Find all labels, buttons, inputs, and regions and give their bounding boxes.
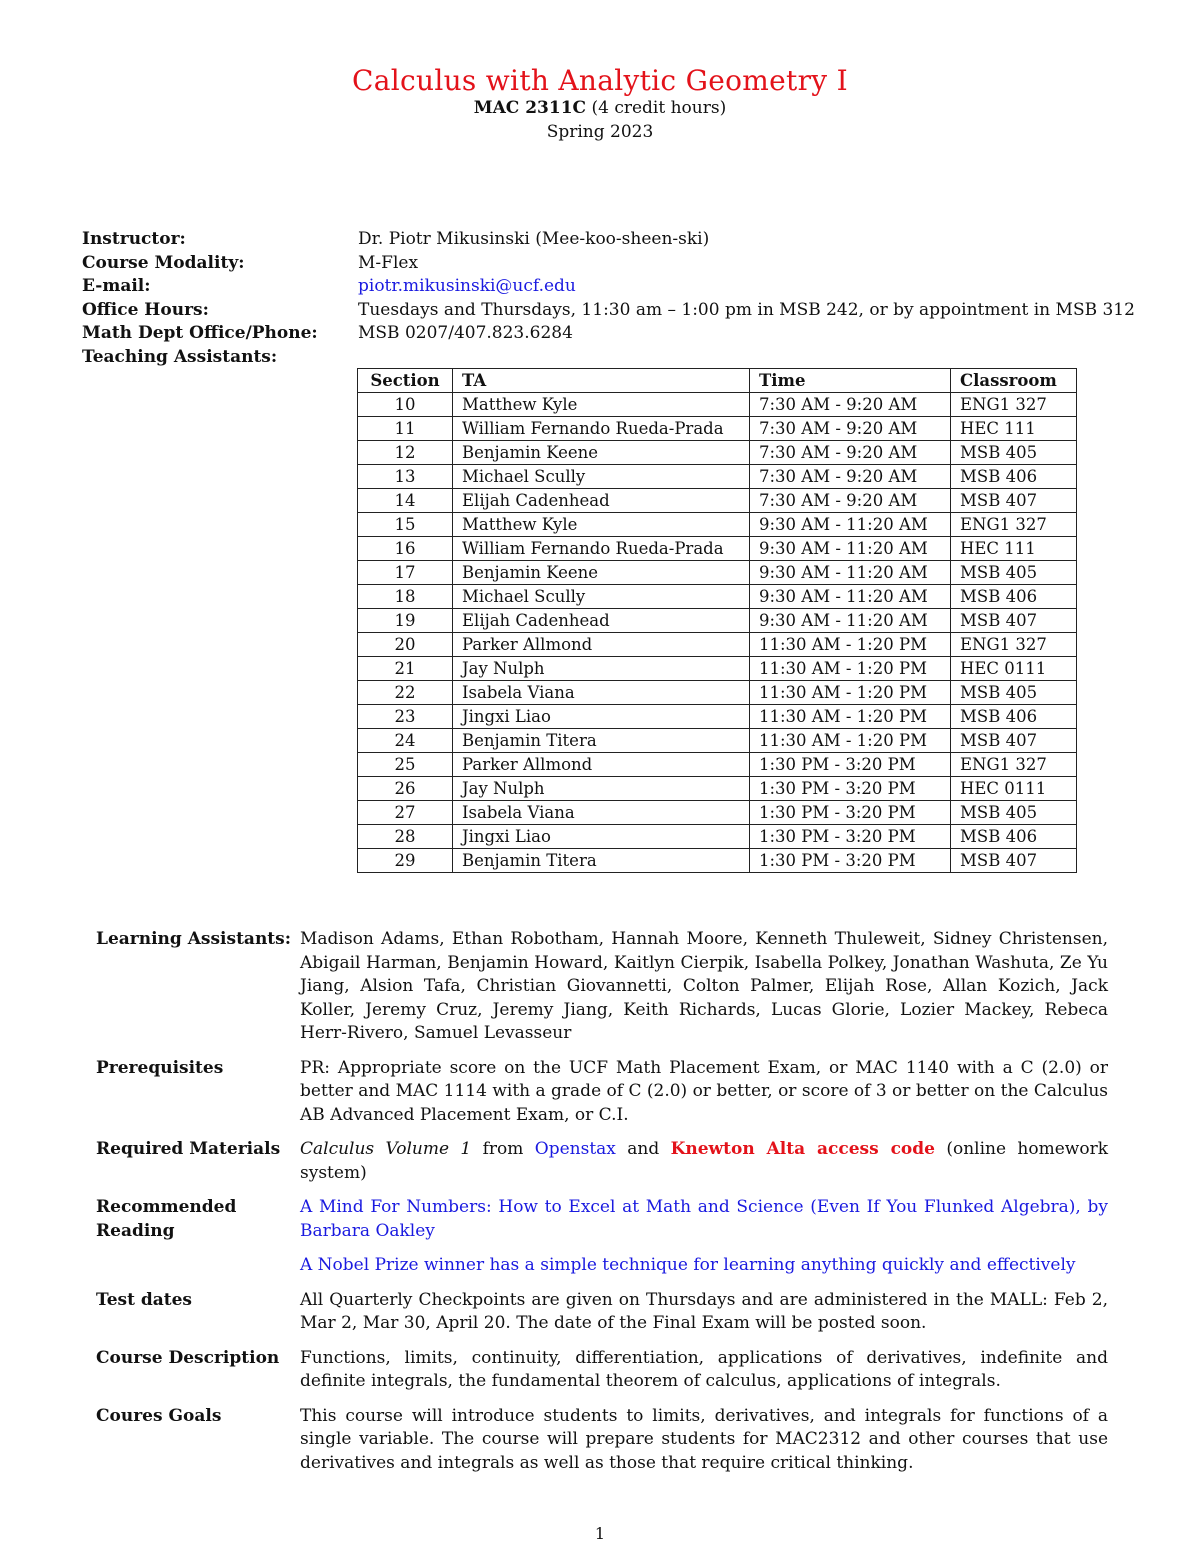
cell-section: 27 [358, 801, 453, 825]
cell-section: 15 [358, 513, 453, 537]
course-subtitle [0, 98, 1200, 118]
textbook-title: Calculus Volume 1 [300, 1139, 472, 1159]
table-row [358, 753, 1077, 777]
goals-label: Coures Goals [96, 1405, 222, 1426]
ta-label: Teaching Assistants: [82, 346, 278, 367]
cell-section: 24 [358, 729, 453, 753]
cell-classroom: HEC 0111 [951, 657, 1077, 681]
description-row [96, 1347, 1108, 1394]
email-link[interactable]: piotr.mikusinski@ucf.edu [358, 276, 576, 296]
reading-link-book[interactable]: A Mind For Numbers: How to Excel at Math and Science (Even If You Flunked Algebra), by Barbara Oakley [300, 1197, 1108, 1241]
cell-classroom: MSB 407 [951, 609, 1077, 633]
table-row [358, 561, 1077, 585]
cell-time: 9:30 AM - 11:20 AM [750, 561, 951, 585]
course-code: MAC 2311C [473, 98, 587, 118]
prerequisites-label: Prerequisites [96, 1057, 224, 1078]
cell-section: 22 [358, 681, 453, 705]
ta-table-body [358, 393, 1077, 873]
credit-hours: (4 credit hours) [591, 98, 727, 118]
cell-time: 9:30 AM - 11:20 AM [750, 585, 951, 609]
table-row [358, 441, 1077, 465]
cell-classroom: MSB 405 [951, 441, 1077, 465]
dept-value: MSB 0207/407.823.6284 [358, 323, 573, 343]
header-ta: TA [453, 369, 750, 393]
materials-from: from [482, 1139, 524, 1159]
cell-section: 14 [358, 489, 453, 513]
cell-classroom: ENG1 327 [951, 633, 1077, 657]
cell-classroom: MSB 407 [951, 849, 1077, 873]
cell-section: 25 [358, 753, 453, 777]
cell-section: 20 [358, 633, 453, 657]
course-details [96, 928, 1108, 1486]
cell-classroom: HEC 111 [951, 417, 1077, 441]
cell-ta: Isabela Viana [453, 801, 750, 825]
header-time: Time [750, 369, 951, 393]
prerequisites-row [96, 1057, 1108, 1128]
cell-classroom: MSB 406 [951, 465, 1077, 489]
cell-section: 10 [358, 393, 453, 417]
cell-time: 7:30 AM - 9:20 AM [750, 465, 951, 489]
cell-time: 11:30 AM - 1:20 PM [750, 633, 951, 657]
cell-ta: Benjamin Titera [453, 849, 750, 873]
cell-section: 17 [358, 561, 453, 585]
dept-label: Math Dept Office/Phone: [82, 323, 318, 343]
cell-section: 21 [358, 657, 453, 681]
table-row [358, 489, 1077, 513]
cell-ta: William Fernando Rueda-Prada [453, 537, 750, 561]
cell-time: 1:30 PM - 3:20 PM [750, 825, 951, 849]
test-dates-text: All Quarterly Checkpoints are given on Thursdays and are administered in the MALL: Feb 2, Mar 2, Mar 30, April 20. The date of the Final Exam will be posted soon. [300, 1289, 1108, 1333]
cell-ta: Benjamin Keene [453, 441, 750, 465]
cell-classroom: MSB 406 [951, 705, 1077, 729]
table-row [358, 633, 1077, 657]
cell-ta: Isabela Viana [453, 681, 750, 705]
cell-section: 16 [358, 537, 453, 561]
reading-row [96, 1196, 1108, 1278]
cell-ta: Elijah Cadenhead [453, 609, 750, 633]
ta-table-header [358, 369, 1077, 393]
cell-section: 29 [358, 849, 453, 873]
cell-section: 19 [358, 609, 453, 633]
openstax-link[interactable]: Openstax [534, 1139, 616, 1159]
table-row [358, 513, 1077, 537]
email-label: E-mail: [82, 276, 151, 296]
table-row [358, 465, 1077, 489]
cell-time: 9:30 AM - 11:20 AM [750, 513, 951, 537]
cell-classroom: ENG1 327 [951, 393, 1077, 417]
cell-ta: Michael Scully [453, 585, 750, 609]
table-row [358, 537, 1077, 561]
header-section: Section [358, 369, 453, 393]
cell-ta: William Fernando Rueda-Prada [453, 417, 750, 441]
table-row [358, 681, 1077, 705]
cell-classroom: MSB 405 [951, 561, 1077, 585]
cell-ta: Benjamin Titera [453, 729, 750, 753]
cell-classroom: MSB 407 [951, 729, 1077, 753]
learning-assistants-text: Madison Adams, Ethan Robotham, Hannah Moore, Kenneth Thuleweit, Sidney Christensen, Abigail Harman, Benjamin Howard, Kaitlyn Cierpik, Isabella Polkey, Jonathan Washuta, Ze Yu Jiang, Alsion Tafa, Christian Giovannetti, Colton Palmer, Elijah Rose, Allan Kozich, Jack Koller, Jeremy Cruz, Jeremy Jiang, Keith Richards, Lucas Glorie, Lozier Mackey, Rebeca Herr-Rivero, Samuel Levasseur [300, 929, 1108, 1043]
cell-ta: Jay Nulph [453, 777, 750, 801]
cell-section: 28 [358, 825, 453, 849]
cell-ta: Benjamin Keene [453, 561, 750, 585]
instructor-label: Instructor: [82, 229, 186, 249]
modality-value: M-Flex [358, 252, 419, 273]
cell-section: 12 [358, 441, 453, 465]
cell-classroom: ENG1 327 [951, 513, 1077, 537]
cell-classroom: HEC 0111 [951, 777, 1077, 801]
cell-section: 11 [358, 417, 453, 441]
description-text: Functions, limits, continuity, differentiation, applications of derivatives, indefinite and definite integrals, the fundamental theorem of calculus, applications of integrals. [300, 1347, 1108, 1391]
table-row [358, 705, 1077, 729]
cell-time: 1:30 PM - 3:20 PM [750, 849, 951, 873]
instructor-value: Dr. Piotr Mikusinski (Mee-koo-sheen-ski) [358, 229, 710, 249]
prerequisites-text: PR: Appropriate score on the UCF Math Placement Exam, or MAC 1140 with a C (2.0) or better and MAC 1114 with a grade of C (2.0) or better, or score of 3 or better on the Calculus AB Advanced Placement Exam, or C.I. [300, 1057, 1109, 1125]
cell-ta: Matthew Kyle [453, 393, 750, 417]
instructor-row [82, 228, 1162, 252]
materials-and: and [627, 1139, 660, 1159]
cell-ta: Parker Allmond [453, 753, 750, 777]
materials-text [300, 1138, 1108, 1185]
cell-ta: Michael Scully [453, 465, 750, 489]
ta-table [357, 368, 1077, 873]
knewton-link[interactable]: Knewton Alta access code [670, 1139, 935, 1159]
learning-assistants-row [96, 928, 1108, 1046]
table-row [358, 657, 1077, 681]
cell-classroom: MSB 406 [951, 825, 1077, 849]
table-row [358, 825, 1077, 849]
office-hours-value: Tuesdays and Thursdays, 11:30 am – 1:00 pm in MSB 242, or by appointment in MSB 312 [358, 299, 1135, 320]
cell-time: 7:30 AM - 9:20 AM [750, 393, 951, 417]
ta-row [82, 346, 1162, 370]
office-hours-row [82, 299, 1162, 323]
table-row [358, 585, 1077, 609]
reading-list [300, 1196, 1108, 1278]
cell-time: 11:30 AM - 1:20 PM [750, 729, 951, 753]
cell-ta: Elijah Cadenhead [453, 489, 750, 513]
cell-time: 7:30 AM - 9:20 AM [750, 441, 951, 465]
cell-section: 26 [358, 777, 453, 801]
cell-ta: Jay Nulph [453, 657, 750, 681]
cell-time: 9:30 AM - 11:20 AM [750, 537, 951, 561]
dept-row [82, 322, 1162, 346]
cell-classroom: ENG1 327 [951, 753, 1077, 777]
cell-time: 9:30 AM - 11:20 AM [750, 609, 951, 633]
cell-classroom: MSB 407 [951, 489, 1077, 513]
cell-ta: Parker Allmond [453, 633, 750, 657]
materials-row [96, 1138, 1108, 1185]
materials-label: Required Materials [96, 1139, 281, 1159]
cell-ta: Jingxi Liao [453, 825, 750, 849]
goals-text: This course will introduce students to limits, derivatives, and integrals for functions of a single variable. The course will prepare students for MAC2312 and other courses that use derivatives and integrals as well as those that require critical thinking. [300, 1405, 1108, 1473]
table-row [358, 801, 1077, 825]
cell-time: 7:30 AM - 9:20 AM [750, 489, 951, 513]
cell-classroom: MSB 405 [951, 801, 1077, 825]
cell-classroom: MSB 406 [951, 585, 1077, 609]
reading-label: Recommended Reading [96, 1197, 237, 1241]
cell-time: 1:30 PM - 3:20 PM [750, 777, 951, 801]
email-row [82, 275, 1162, 299]
modality-row [82, 252, 1162, 276]
cell-classroom: HEC 111 [951, 537, 1077, 561]
course-title: Calculus with Analytic Geometry I [352, 64, 848, 97]
table-row [358, 729, 1077, 753]
materials-tail: (online homework system) [300, 1139, 1108, 1183]
cell-time: 11:30 AM - 1:20 PM [750, 705, 951, 729]
cell-section: 23 [358, 705, 453, 729]
test-dates-label: Test dates [96, 1289, 192, 1310]
instructor-info [82, 228, 1162, 369]
table-row [358, 393, 1077, 417]
cell-time: 11:30 AM - 1:20 PM [750, 681, 951, 705]
cell-ta: Jingxi Liao [453, 705, 750, 729]
modality-label: Course Modality: [82, 252, 245, 273]
test-dates-row [96, 1289, 1108, 1336]
cell-time: 7:30 AM - 9:20 AM [750, 417, 951, 441]
cell-ta: Matthew Kyle [453, 513, 750, 537]
table-row [358, 609, 1077, 633]
office-hours-label: Office Hours: [82, 299, 209, 320]
description-label: Course Description [96, 1347, 280, 1368]
page-number: 1 [594, 1524, 606, 1543]
goals-row [96, 1405, 1108, 1476]
cell-time: 11:30 AM - 1:20 PM [750, 657, 951, 681]
learning-assistants-label: Learning Assistants: [96, 929, 292, 949]
table-row [358, 777, 1077, 801]
cell-time: 1:30 PM - 3:20 PM [750, 801, 951, 825]
cell-section: 18 [358, 585, 453, 609]
table-row [358, 849, 1077, 873]
course-term: Spring 2023 [546, 122, 654, 142]
header-classroom: Classroom [951, 369, 1077, 393]
cell-classroom: MSB 405 [951, 681, 1077, 705]
cell-section: 13 [358, 465, 453, 489]
table-row [358, 417, 1077, 441]
cell-time: 1:30 PM - 3:20 PM [750, 753, 951, 777]
reading-link-article[interactable]: A Nobel Prize winner has a simple technique for learning anything quickly and effectively [300, 1255, 1076, 1275]
